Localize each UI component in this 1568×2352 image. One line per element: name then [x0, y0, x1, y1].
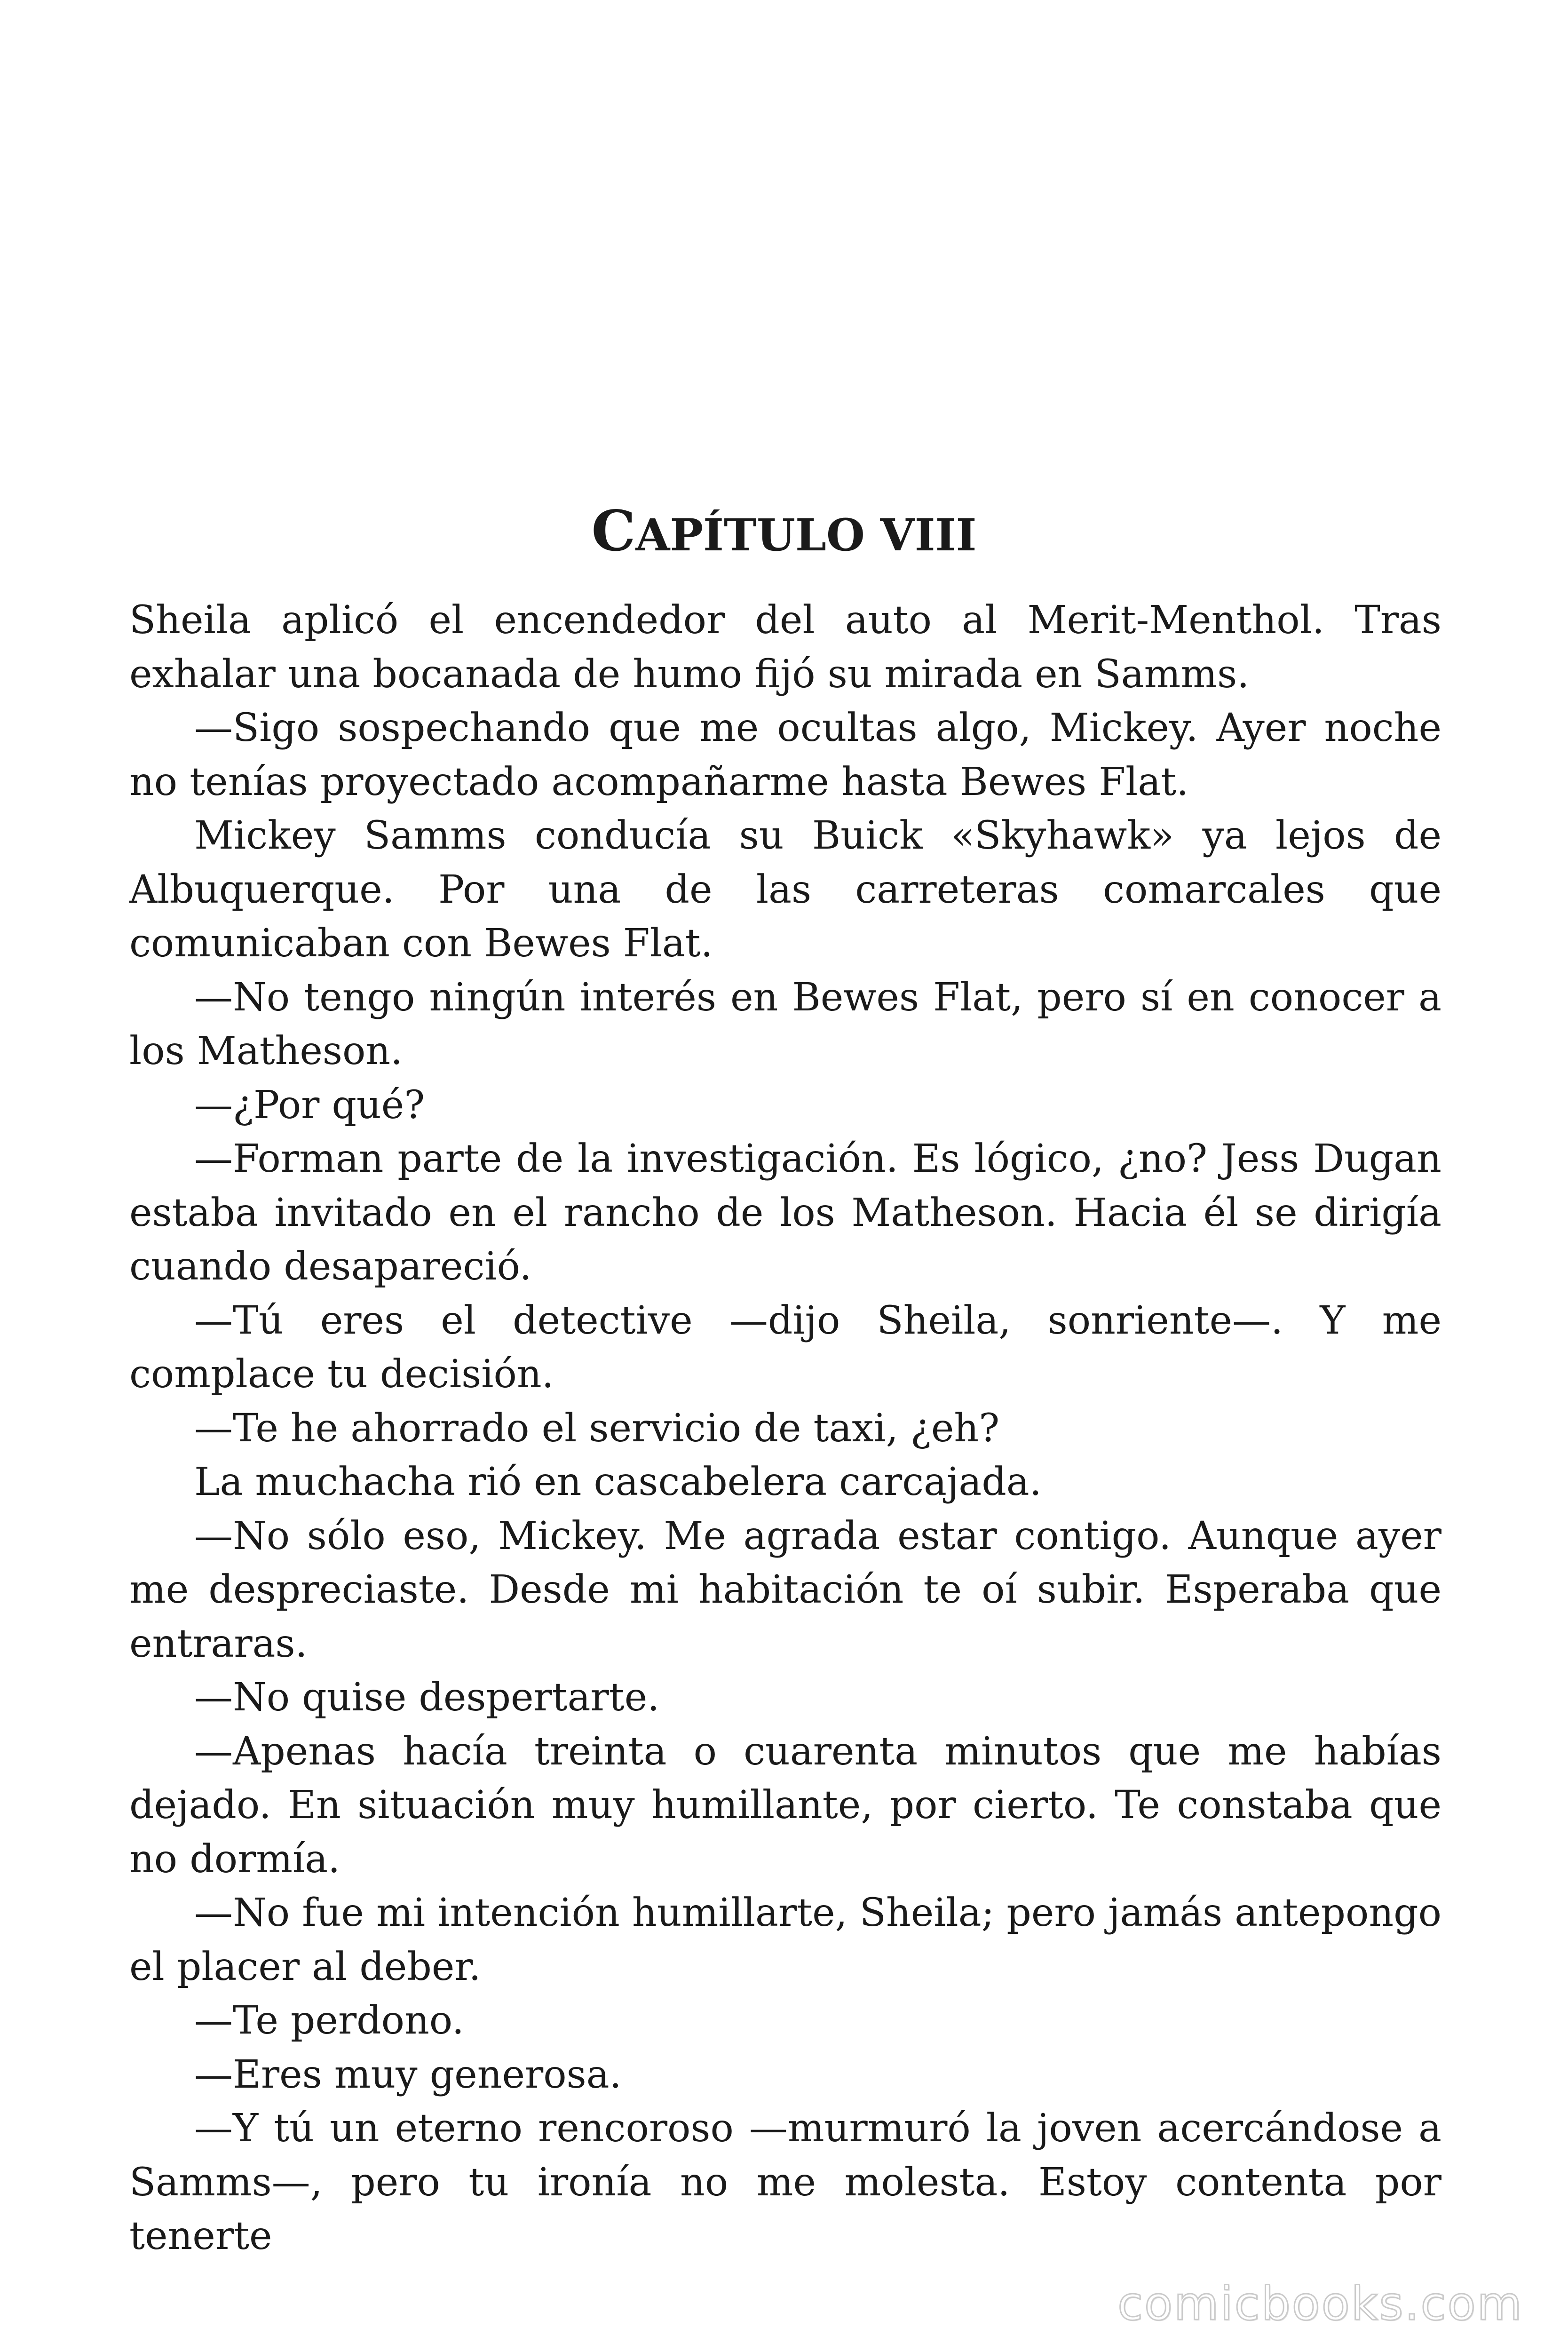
paragraph: La muchacha rió en cascabelera carcajada.	[194, 1460, 1042, 1504]
paragraph: —¿Por qué?	[194, 1082, 425, 1128]
paragraph: —No quise despertarte.	[194, 1675, 660, 1720]
watermark-logo: comicbooks.com	[1117, 2277, 1523, 2331]
paragraph: Mickey Samms conducía su Buick «Skyhawk» ya lejos de Albuquerque. Por una de las carreteras comarcales que comunicaban con Bewes Flat.	[129, 813, 1441, 966]
paragraph: —No tengo ningún interés en Bewes Flat, pero sí en conocer a los Matheson.	[129, 975, 1441, 1073]
paragraph: —Y tú un eterno rencoroso —murmuró la joven acercándose a Samms—, pero tu ironía no me molesta. Estoy contenta por tenerte	[129, 2106, 1441, 2258]
paragraph: —Eres muy generosa.	[194, 2052, 622, 2097]
paragraph: Sheila aplicó el encendedor del auto al Merit-Menthol. Tras exhalar una bocanada de humo fijó su mirada en Samms.	[129, 598, 1441, 697]
paragraph: —Te perdono.	[194, 1998, 464, 2043]
chapter-title	[0, 496, 1568, 571]
chapter-title-initial: C	[591, 498, 636, 564]
paragraph: —Tú eres el detective —dijo Sheila, sonriente—. Y me complace tu decisión.	[129, 1298, 1441, 1397]
paragraph: —No fue mi intención humillarte, Sheila; pero jamás antepongo el placer al deber.	[129, 1891, 1441, 1989]
paragraph: —Apenas hacía treinta o cuarenta minutos que me habías dejado. En situación muy humillante, por cierto. Te constaba que no dormía.	[129, 1729, 1441, 1882]
paragraph: —Forman parte de la investigación. Es lógico, ¿no? Jess Dugan estaba invitado en el rancho de los Matheson. Hacia él se dirigía cuando desapareció.	[129, 1136, 1441, 1289]
paragraph: —No sólo eso, Mickey. Me agrada estar contigo. Aunque ayer me despreciaste. Desde mi habitación te oí subir. Esperaba que entraras.	[129, 1513, 1441, 1666]
chapter-title-rest: APÍTULO VIII	[635, 509, 977, 562]
body-text	[129, 594, 1441, 2264]
paragraph: —Sigo sospechando que me ocultas algo, Mickey. Ayer noche no tenías proyectado acompañarme hasta Bewes Flat.	[129, 706, 1441, 804]
paragraph: —Te he ahorrado el servicio de taxi, ¿eh?	[194, 1406, 1000, 1451]
